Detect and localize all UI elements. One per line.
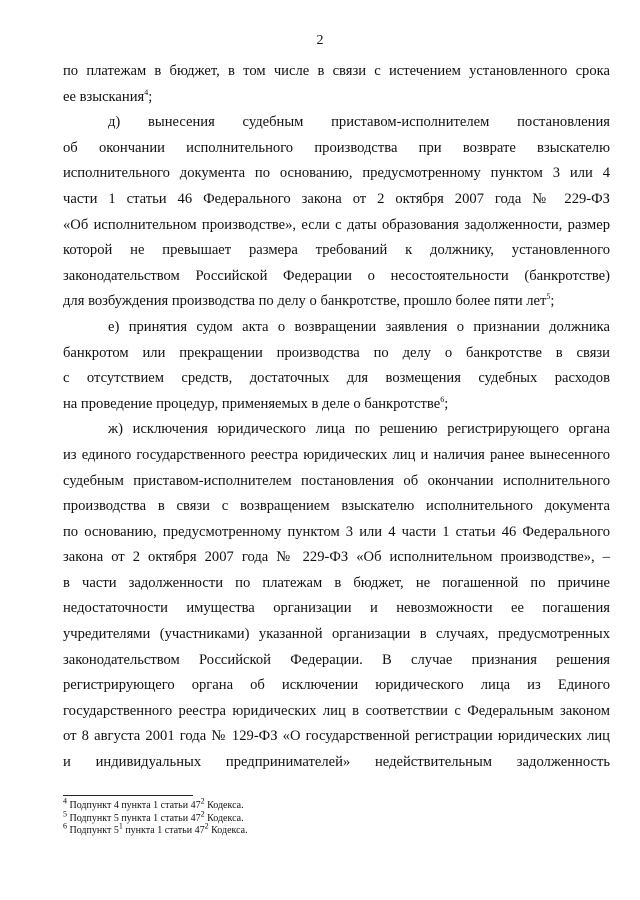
text-line (63, 469, 610, 495)
footnote-number: 5 (63, 809, 67, 819)
footnote-text: Подпункт 5 пункта 1 статьи 47 (69, 812, 201, 824)
text-line-content: законодательством Российской Федерации о несостоятельности (банкротстве) (63, 267, 610, 284)
text-line-tail: ; (444, 395, 449, 412)
footnote-text: Подпункт 5 (69, 825, 119, 836)
text-line (63, 110, 610, 136)
text-line (63, 545, 610, 571)
text-line (63, 417, 610, 443)
text-line (63, 392, 610, 418)
text-line-content: «Об исполнительном производстве», если с даты образования задолженности, размер (63, 216, 610, 233)
text-line (63, 264, 610, 290)
text-line (63, 596, 610, 622)
text-line-content: судебным приставом-исполнителем постановления об окончании исполнительного (63, 472, 610, 489)
text-line-content: учредителями (участниками) указанной организации в случаях, предусмотренных (63, 626, 610, 643)
text-line (63, 315, 610, 341)
text-line (63, 289, 610, 315)
text-line (63, 366, 610, 392)
text-line-content: ж) исключения юридического лица по решению регистрирующего органа (108, 421, 610, 438)
text-line-content: законодательством Российской Федерации. В случае признания решения (63, 651, 610, 668)
text-line-content: части 1 статьи 46 Федерального закона от 2 октября 2007 года № 229-ФЗ (63, 190, 610, 207)
footnote-superscript: 2 (204, 821, 209, 831)
text-line (63, 750, 610, 776)
text-line (63, 622, 610, 648)
text-line (63, 85, 610, 111)
text-line-content: регистрирующего органа об исключении юридического лица из Единого (63, 677, 610, 694)
footnote-separator (63, 795, 193, 796)
text-line-content: по основанию, предусмотренному пунктом 3 или 4 части 1 статьи 46 Федерального (63, 523, 610, 540)
footnote-tail: Кодекса. (204, 812, 244, 824)
footnote-superscript: 2 (200, 809, 205, 819)
footnote-superscript: 1 (118, 821, 123, 831)
text-line (63, 648, 610, 674)
footnote-number: 4 (63, 796, 67, 806)
footnote (63, 796, 463, 813)
text-line (63, 673, 610, 699)
text-line-content: на проведение процедур, применяемых в деле о банкротстве (63, 395, 441, 412)
text-line-content: исполнительного документа по основанию, предусмотренному пунктом 3 или 4 (63, 165, 610, 182)
text-line (63, 213, 610, 239)
footnote-text: Подпункт 4 пункта 1 статьи 47 (69, 800, 201, 811)
text-line-content: которой не превышает размера требований к должнику, установленного (63, 242, 610, 259)
text-line (63, 699, 610, 725)
text-line-content: в части задолженности по платежам в бюджет, не погашенной по причине (63, 574, 610, 591)
footnotes (63, 796, 463, 838)
footnote-number: 6 (63, 821, 67, 831)
footnote-tail: Кодекса. (204, 800, 244, 811)
body-text (63, 59, 610, 776)
text-line-content: закона от 2 октября 2007 года № 229-ФЗ «Об исполнительном производстве», – (63, 549, 610, 566)
text-line (63, 571, 610, 597)
text-line-content: для возбуждения производства по делу о банкротстве, прошло более пяти лет (63, 293, 547, 310)
text-line (63, 238, 610, 264)
text-line (63, 161, 610, 187)
text-line-content: банкротом или прекращении производства по делу о банкротстве в связи (63, 344, 610, 361)
text-line-content: с отсутствием средств, достаточных для возмещения судебных расходов (63, 370, 610, 387)
text-line (63, 520, 610, 546)
text-line-tail: ; (148, 88, 153, 105)
text-line-content: и индивидуальных предпринимателей» недействительным задолженность (63, 754, 610, 771)
text-line-content: д) вынесения судебным приставом-исполнителем постановления (108, 114, 610, 131)
page-number: 2 (316, 33, 324, 48)
text-line (63, 443, 610, 469)
footnote-superscript: 2 (200, 796, 205, 806)
footnote-tail: Кодекса. (208, 825, 248, 836)
footnote (63, 821, 463, 838)
text-line (63, 724, 610, 750)
text-line (63, 59, 610, 85)
text-line (63, 136, 610, 162)
text-line (63, 494, 610, 520)
text-line-content: от 8 августа 2001 года № 129-ФЗ «О государственной регистрации юридических лиц (63, 728, 610, 745)
text-line (63, 187, 610, 213)
footnote (63, 809, 463, 826)
text-line-content: ее взыскания (63, 88, 145, 105)
footnote-text-middle: пункта 1 статьи 47 (122, 825, 205, 836)
text-line-content: недостаточности имущества организации и невозможности ее погашения (63, 600, 610, 617)
footnote-reference: 5 (546, 292, 551, 302)
text-line-content: из единого государственного реестра юридических лиц и наличия ранее вынесенного (63, 446, 610, 463)
footnote-reference: 6 (440, 394, 445, 404)
footnote-reference: 4 (144, 87, 149, 97)
text-line-tail: ; (550, 293, 555, 310)
text-line (63, 341, 610, 367)
text-line-content: государственного реестра юридических лиц в соответствии с Федеральным законом (63, 702, 610, 719)
text-line-content: об окончании исполнительного производства при возврате взыскателю (63, 139, 610, 156)
text-line-content: по платежам в бюджет, в том числе в связи с истечением установленного срока (63, 63, 610, 79)
text-line-content: е) принятия судом акта о возвращении заявления о признании должника (108, 318, 610, 335)
text-line-content: производства в связи с возвращением взыскателю исполнительного документа (63, 498, 610, 515)
